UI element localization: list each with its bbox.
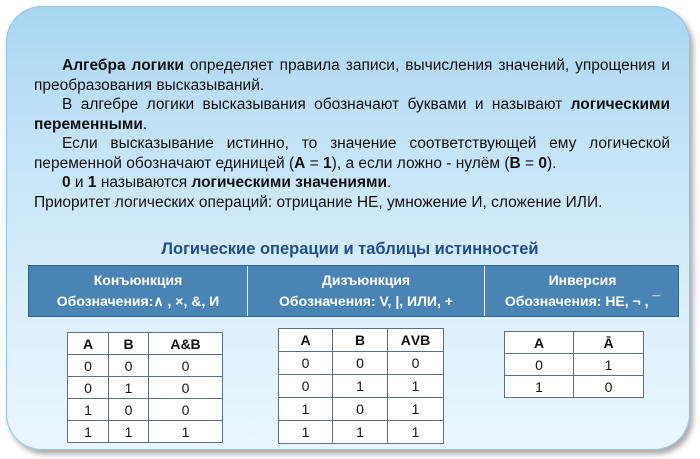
value-one: 1 [323, 154, 332, 172]
values-paragraph [34, 134, 670, 173]
table-cell: 1 [574, 354, 644, 376]
table-cell: 0 [68, 355, 109, 377]
table-row [68, 377, 223, 399]
variables-paragraph [34, 95, 670, 134]
var-a: А [294, 154, 306, 172]
value-zero: 0 [538, 154, 547, 172]
table-cell: 0 [333, 398, 388, 421]
header-cell: А [505, 332, 574, 354]
operations-band [28, 265, 679, 317]
header-cell: АVВ [388, 329, 444, 352]
table-cell: 1 [68, 399, 109, 421]
value-zero: 0 [62, 174, 71, 191]
values-text-end: ). [547, 154, 557, 172]
table-cell: 0 [279, 375, 333, 398]
table-cell: 0 [279, 352, 333, 375]
term-logical-variables: логическими переменными [34, 96, 670, 133]
table-header-row [505, 332, 644, 354]
table-cell: 1 [149, 421, 223, 443]
section-heading: Логические операции и таблицы истинностей [161, 240, 539, 258]
table-row [68, 355, 223, 377]
operation-name: Конъюнкция [93, 272, 183, 288]
table-row [279, 398, 444, 421]
table-header-row [68, 333, 223, 355]
equals: = [305, 154, 324, 172]
table-cell: 1 [388, 421, 444, 444]
table-cell: 0 [109, 399, 149, 421]
table-cell: 1 [388, 398, 444, 421]
called-text: называются [96, 174, 192, 191]
table-cell: 1 [388, 375, 444, 398]
definition-paragraph [34, 56, 670, 95]
table-cell: 0 [149, 377, 223, 399]
table-row [505, 354, 644, 376]
table-cell: 0 [505, 354, 574, 376]
operation-conjunction [29, 266, 248, 316]
definition-text: определяет правила записи, вычисления значений, упрощения и преобразования высказываний. [34, 57, 670, 94]
table-row [279, 352, 444, 375]
table-cell: 1 [109, 377, 149, 399]
header-cell: А [68, 333, 109, 355]
logical-values-paragraph [34, 173, 670, 193]
table-cell: 1 [333, 375, 388, 398]
header-cell: Ā [574, 332, 644, 354]
truth-table-inversion [504, 331, 644, 398]
table-cell: 0 [333, 352, 388, 375]
term-logical-values: логическими значениями [191, 174, 388, 191]
and-text: и [70, 174, 88, 191]
period: . [142, 115, 148, 133]
table-cell: 0 [149, 355, 223, 377]
table-cell: 0 [388, 352, 444, 375]
term-logic-algebra: Алгебра логики [62, 57, 184, 74]
var-b: В [509, 154, 521, 172]
table-row [505, 376, 644, 398]
operation-name: Дизъюнкция [321, 272, 411, 288]
values-text: Если высказывание истинно, то значение соответствующей ему логической переменной обозначают единицей ( [34, 135, 670, 172]
table-row [279, 421, 444, 444]
table-row [68, 399, 223, 421]
table-cell: 1 [68, 421, 109, 443]
values-text-mid: ), а если ложно - нулём ( [331, 154, 510, 172]
operation-notation: Обозначения: V, |, ИЛИ, + [279, 293, 453, 309]
period: . [387, 174, 392, 191]
operation-disjunction [248, 266, 485, 316]
priority-paragraph: Приоритет логических операций: отрицание НЕ, умножение И, сложение ИЛИ. [34, 193, 603, 211]
table-cell: 0 [68, 377, 109, 399]
equals: = [520, 154, 539, 172]
operation-name: Инверсия [548, 272, 617, 288]
intro-text [34, 56, 670, 212]
table-cell: 1 [505, 376, 574, 398]
table-row [279, 375, 444, 398]
truth-table-disjunction [278, 328, 444, 444]
table-cell: 1 [109, 421, 149, 443]
table-cell: 0 [109, 355, 149, 377]
table-cell: 1 [333, 421, 388, 444]
operation-notation: Обозначения: НЕ, ¬ , ¯ [504, 293, 661, 309]
table-header-row [279, 329, 444, 352]
table-cell: 1 [279, 421, 333, 444]
variables-text: В алгебре логики высказывания обозначают буквами и называют [62, 96, 571, 113]
value-one: 1 [87, 174, 97, 191]
table-cell: 0 [574, 376, 644, 398]
header-cell: В [109, 333, 149, 355]
operation-inversion [485, 266, 680, 316]
header-cell: А [279, 329, 333, 352]
operation-notation: Обозначения:∧ , ×, &, И [56, 293, 220, 309]
table-cell: 1 [279, 398, 333, 421]
header-cell: А&В [149, 333, 223, 355]
table-row [68, 421, 223, 443]
header-cell: В [333, 329, 388, 352]
table-cell: 0 [149, 399, 223, 421]
truth-table-conjunction [67, 332, 223, 443]
